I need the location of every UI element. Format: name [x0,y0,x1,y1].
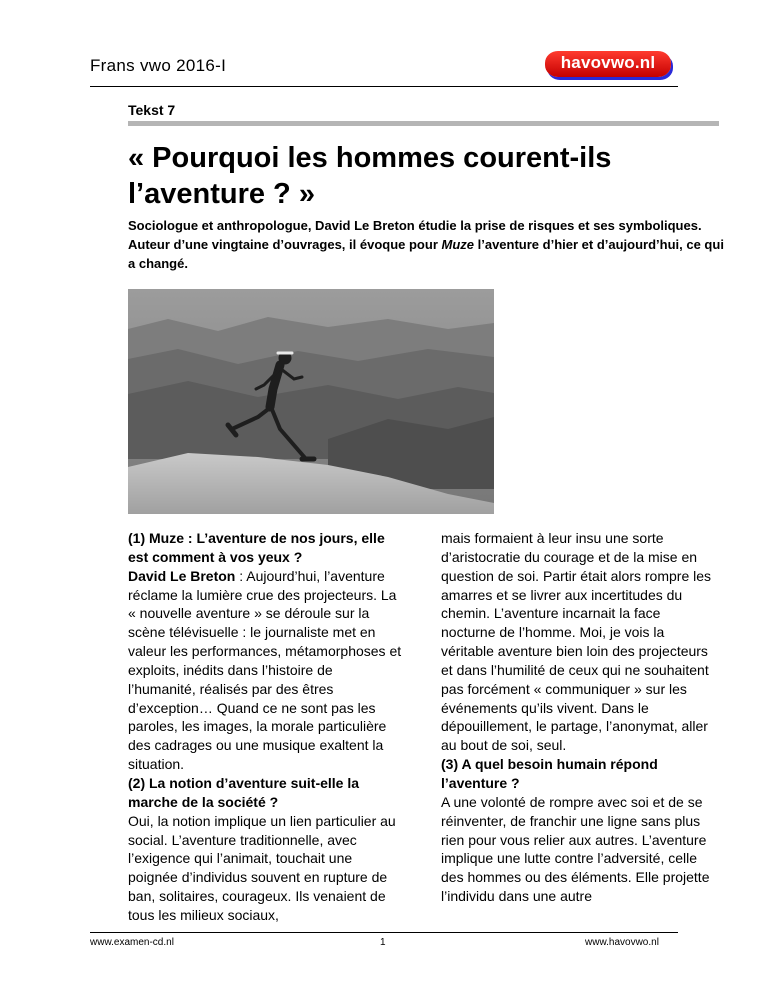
answer-3: A une volonté de rompre avec soi et de se réinventer, de franchir une ligne sans plus rien pour vous relier aux autres. L’aventure implique une lutte contre l’adversité, celle des hommes ou des éléments. Elle projette l’individu dans une autre [441,793,710,905]
exam-title: Frans vwo 2016-I [90,56,227,75]
header-rule [90,86,678,87]
footer-rule [90,932,678,933]
page-number: 1 [380,937,386,948]
speaker-name: David Le Breton [128,567,236,584]
lead-part-1: Sociologue et anthropologue, David Le Breton étudie la prise de risques et ses symboliques. Auteur d’une vingtaine d’ouvrages, il évoque pour [128,218,702,252]
text-label: Tekst 7 [128,102,176,118]
section-divider [128,121,719,126]
footer-left-link[interactable]: www.examen-cd.nl [90,937,174,948]
question-3: (3) A quel besoin humain répond l’aventure ? [441,756,658,791]
havovwo-logo[interactable] [545,51,671,77]
lead-part-2: l’aventure d’hier et d’aujourd’hui, ce qui a changé. [128,237,724,271]
logo-text: havovwo.nl [560,53,656,72]
title-line-2: l’aventure ? » [128,178,315,210]
article-lead [128,216,728,273]
title-line-1: « Pourquoi les hommes courent-ils [128,142,612,174]
lead-muze: Muze [441,237,474,252]
answer-1: : Aujourd’hui, l’aventure réclame la lumière crue des projecteurs. La « nouvelle aventure » se déroule sur la scène télévisuelle : le journaliste met en valeur les performances, métamorphoses et exploits, inédits dans l’histoire de l’humanité, réalisés par des êtres d’exception… Quand ce ne sont pas les paroles, les images, la morale particulière des cadrages ou une musique exaltent la situation. [128,567,402,773]
question-2: (2) La notion d’aventure suit-elle la marche de la société ? [128,774,360,810]
question-1: (1) Muze : L’aventure de nos jours, elle est comment à vos yeux ? [128,530,385,565]
answer-2-continued: mais formaient à leur insu une sorte d’aristocratie du courage et de la mise en question de soi. Partir était alors rompre les amarres et se livrer aux incertitudes du chemin. L’aventure incarnait la face nocturne de l’homme. Moi, je vois la véritable aventure bien loin des projecteurs et dans l’humilité de ceux qui ne souhaitent pas forcément « communiquer » sur les événements qu’ils vivent. Dans le dépouillement, le partage, l’anonymat, aller au bout de soi, seul. [441,530,712,754]
column-left [128,529,404,925]
footer-right-link[interactable]: www.havovwo.nl [585,937,659,948]
runner-photo [128,289,494,514]
answer-2: Oui, la notion implique un lien particulier au social. L’aventure traditionnelle, avec l’exigence qui l’animait, touchait une poignée d’individus souvent en rupture de ban, solitaires, courageux. Ils venaient de tous les milieux sociaux, [128,812,396,923]
article-title [128,140,728,212]
column-right [441,529,717,906]
